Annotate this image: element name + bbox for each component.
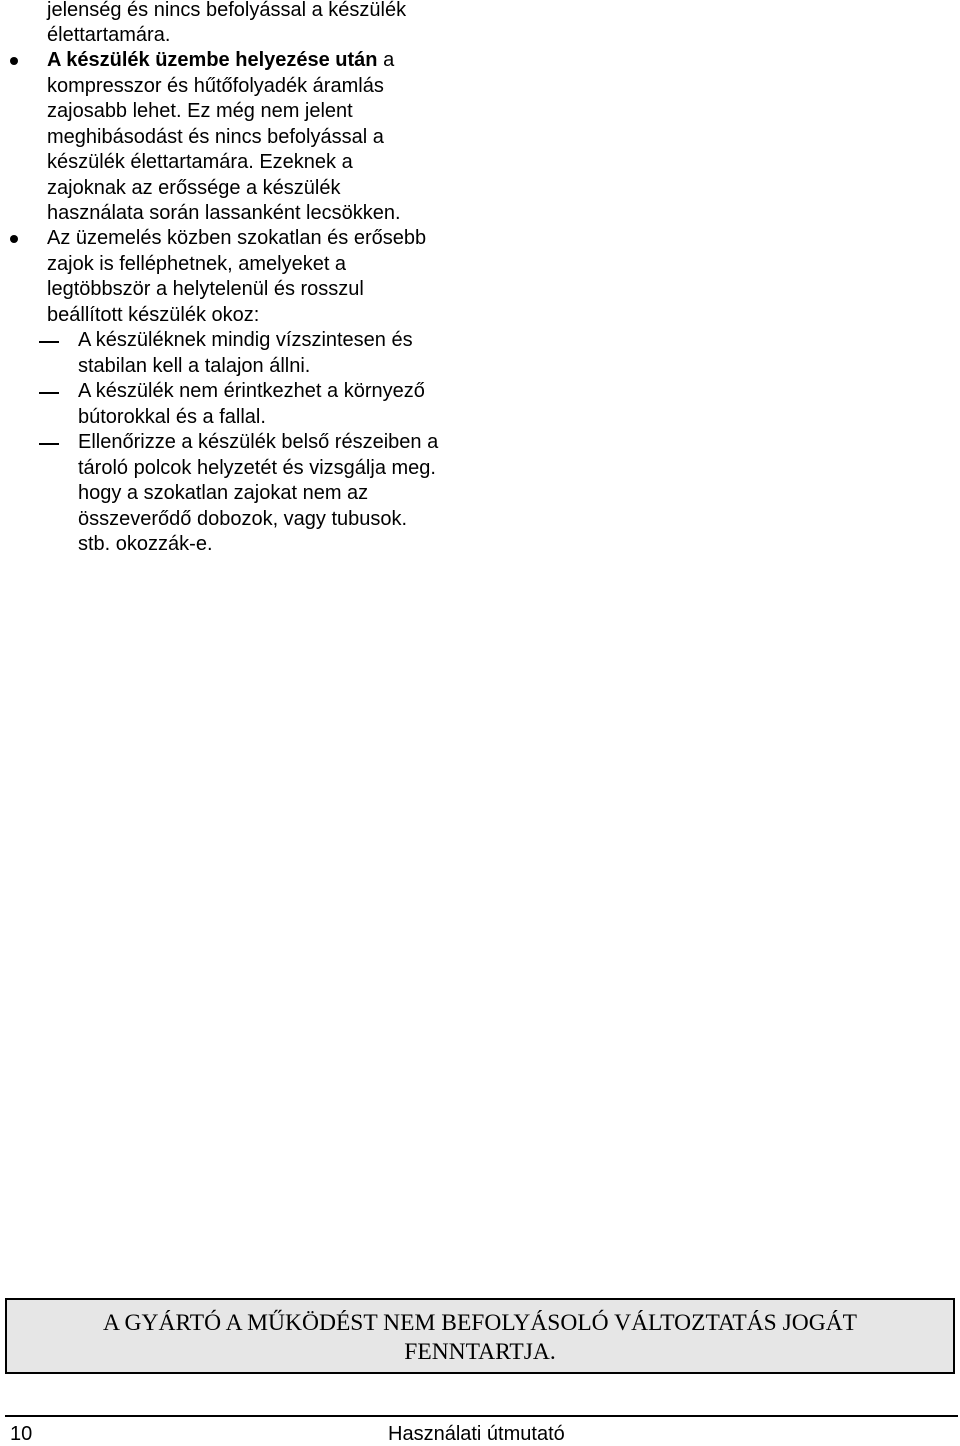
text-line: összeverődő dobozok, vagy tubusok.: [78, 508, 408, 530]
text-line: kompresszor és hűtőfolyadék áramlás: [47, 75, 384, 97]
notice-line: FENNTARTJA.: [404, 1339, 556, 1365]
dash-icon: [39, 341, 59, 343]
footer-divider: [5, 1415, 958, 1417]
text-line: hogy a szokatlan zajokat nem az: [78, 482, 369, 504]
text-line: meghibásodást és nincs befolyással a: [47, 126, 384, 148]
text-line: [47, 48, 394, 73]
footer-title: Használati útmutató: [388, 1423, 565, 1445]
text-line: jelenség és nincs befolyással a készülék: [47, 0, 407, 21]
text-line: bútorokkal és a fallal.: [78, 406, 266, 428]
page-number: 10: [10, 1423, 33, 1445]
text-line: tároló polcok helyzetét és vizsgálja meg.: [78, 457, 436, 479]
text-line: élettartamára.: [47, 24, 171, 46]
text-line: Az üzemelés közben szokatlan és erősebb: [47, 227, 427, 249]
dash-icon: [39, 392, 59, 394]
text-line: legtöbbször a helytelenül és rosszul: [47, 278, 364, 300]
text-line: stb. okozzák-e.: [78, 533, 213, 555]
bullet-icon: [10, 235, 18, 243]
text-line: használata során lassanként lecsökken.: [47, 202, 401, 224]
bullet-icon: [10, 57, 18, 65]
bold-phrase: A készülék üzembe helyezése után: [47, 49, 378, 71]
manufacturer-notice-box: [5, 1298, 955, 1374]
text-line: A készüléknek mindig vízszintesen és: [78, 329, 413, 351]
text-line: zajok is felléphetnek, amelyeket a: [47, 253, 347, 275]
text-line: A készülék nem érintkezhet a környező: [78, 380, 425, 402]
text-line: zajosabb lehet. Ez még nem jelent: [47, 100, 353, 122]
text-line: készülék élettartamára. Ezeknek a: [47, 151, 353, 173]
notice-line: A GYÁRTÓ A MŰKÖDÉST NEM BEFOLYÁSOLÓ VÁLTOZTATÁS JOGÁT: [102, 1310, 858, 1336]
text-fragment: a: [377, 49, 395, 71]
text-line: Ellenőrizze a készülék belső részeiben a: [78, 431, 439, 453]
text-line: zajoknak az erőssége a készülék: [47, 177, 341, 199]
dash-icon: [39, 443, 59, 445]
text-line: beállított készülék okoz:: [47, 304, 260, 326]
text-line: stabilan kell a talajon állni.: [78, 355, 311, 377]
